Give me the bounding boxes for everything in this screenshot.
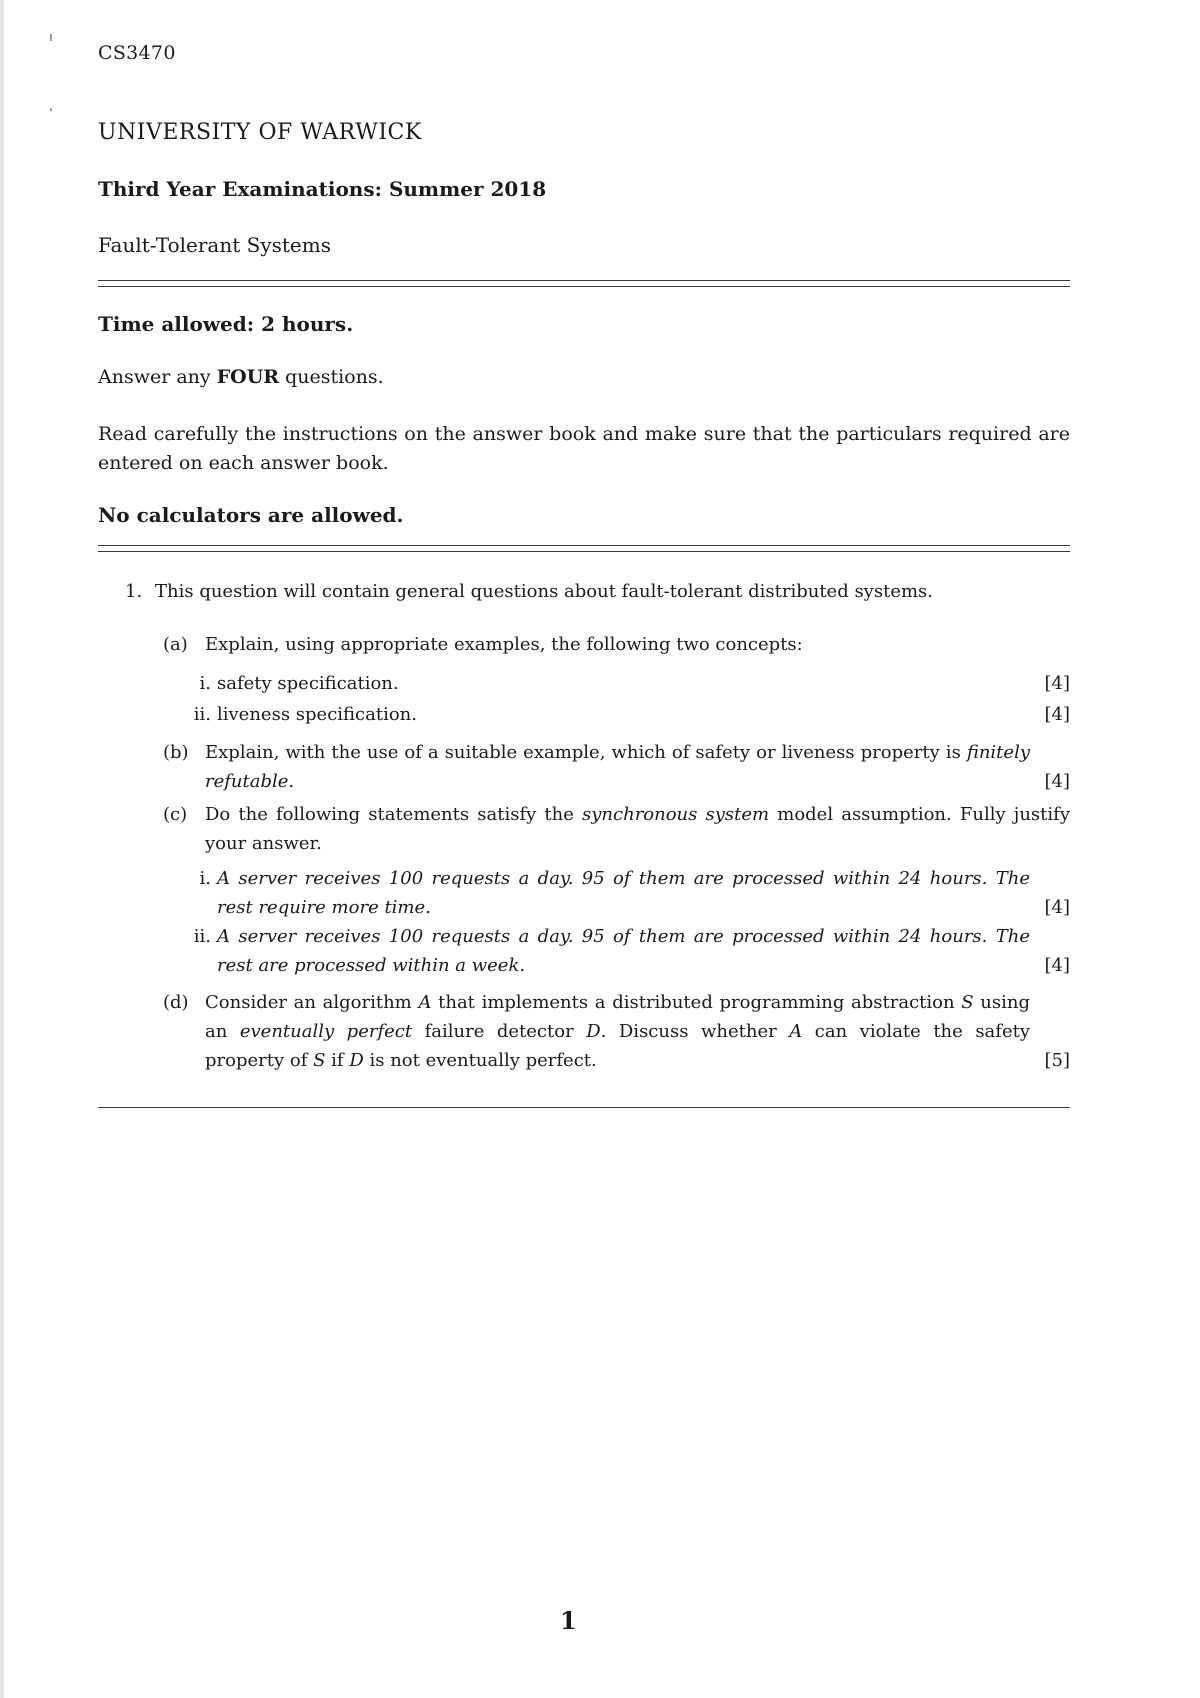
part-emphasis: eventually perfect <box>239 1021 413 1042</box>
marks: [4] <box>1044 897 1070 918</box>
part-label: (a) <box>163 634 188 655</box>
part-text-end: . <box>288 771 295 792</box>
part-a-item-ii <box>193 700 1070 729</box>
page-number: 1 <box>560 1606 577 1635</box>
university-name: UNIVERSITY OF WARWICK <box>98 120 422 145</box>
part-c-item-ii <box>193 922 1070 980</box>
part-text: that implements a distributed programming abstraction <box>431 992 962 1013</box>
part-emphasis: synchronous system <box>582 804 770 825</box>
module-title: Fault-Tolerant Systems <box>98 233 331 257</box>
divider-middle <box>98 545 1070 552</box>
marks: [4] <box>1044 955 1070 976</box>
item-text: liveness specification. <box>217 704 417 725</box>
variable-s: S <box>961 992 974 1013</box>
part-text: using an <box>205 992 1030 1042</box>
marks: [4] <box>1044 771 1070 792</box>
part-text: Explain, using appropriate examples, the following two concepts: <box>205 634 803 655</box>
answer-count: FOUR <box>216 366 280 388</box>
scan-margin-mark <box>50 108 52 111</box>
part-d <box>163 988 1070 1075</box>
scan-margin-mark <box>50 34 52 41</box>
marks: [5] <box>1044 1050 1070 1071</box>
part-text-end: model assumption. Fully justify your answer. <box>205 804 1070 854</box>
part-a-item-i <box>199 669 1070 698</box>
divider-bottom <box>98 1107 1070 1108</box>
calculator-rule: No calculators are allowed. <box>98 503 404 527</box>
item-text: A server receives 100 requests a day. 95 of them are processed within 24 hours. The rest are processed within a week. <box>217 926 1030 976</box>
item-label: ii. <box>193 926 211 947</box>
item-text: A server receives 100 requests a day. 95 of them are processed within 24 hours. The rest require more time. <box>217 868 1030 918</box>
part-label: (c) <box>163 804 188 825</box>
item-label: i. <box>199 868 211 889</box>
marks: [4] <box>1044 673 1070 694</box>
part-c <box>163 800 1070 858</box>
variable-a: A <box>418 992 432 1013</box>
course-code: CS3470 <box>98 42 176 64</box>
part-text: if <box>325 1050 350 1071</box>
question-1-intro <box>125 581 1070 602</box>
marks: [4] <box>1044 704 1070 725</box>
item-label: i. <box>199 673 211 694</box>
part-c-item-i <box>199 864 1070 922</box>
variable-d: D <box>586 1021 601 1042</box>
part-text: Explain, with the use of a suitable example, which of safety or liveness property is <box>205 742 967 763</box>
scan-left-edge <box>0 0 4 1698</box>
divider-top <box>98 280 1070 287</box>
exam-title: Third Year Examinations: Summer 2018 <box>98 177 547 201</box>
item-text: safety specification. <box>217 673 399 694</box>
variable-d: D <box>349 1050 364 1071</box>
answer-suffix: questions. <box>279 366 384 388</box>
part-label: (b) <box>163 742 189 763</box>
item-label: ii. <box>193 704 211 725</box>
part-a <box>163 630 1070 659</box>
answer-book-instruction: Read carefully the instructions on the answer book and make sure that the particulars required are entered on each answer book. <box>98 423 1070 474</box>
variable-s: S <box>313 1050 326 1071</box>
answer-prefix: Answer any <box>98 366 217 388</box>
part-text: is not eventually perfect. <box>363 1050 597 1071</box>
variable-a: A <box>789 1021 803 1042</box>
part-text: Do the following statements satisfy the <box>205 804 583 825</box>
answer-instruction <box>98 366 384 388</box>
time-allowed: Time allowed: 2 hours. <box>98 312 354 336</box>
part-text: . Discuss whether <box>600 1021 790 1042</box>
question-number: 1. <box>125 581 143 602</box>
part-text: can violate the safety property of <box>205 1021 1031 1071</box>
part-emphasis: finitely refutable <box>205 742 1030 792</box>
part-text: failure detector <box>412 1021 587 1042</box>
question-intro-text: This question will contain general questions about fault-tolerant distributed systems. <box>155 581 933 602</box>
part-label: (d) <box>163 992 189 1013</box>
part-text: Consider an algorithm <box>205 992 419 1013</box>
part-b <box>163 738 1070 796</box>
